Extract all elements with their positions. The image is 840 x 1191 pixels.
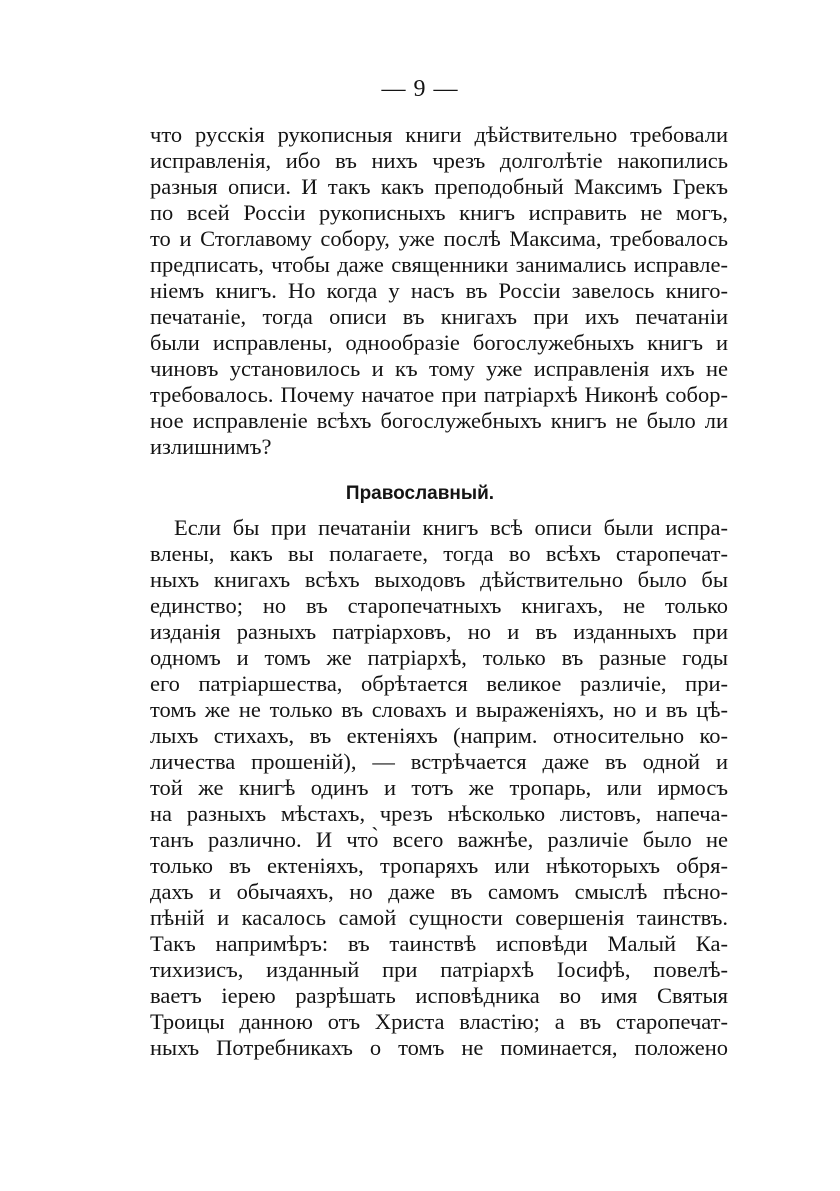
text-line: лыхъ стихахъ, въ ектеніяхъ (наприм. относительно ко-: [150, 723, 728, 748]
text-line: тихизисъ, изданный при патріархѣ Іосифѣ, повелѣ-: [150, 957, 728, 982]
text-line: единство; но въ старопечатныхъ книгахъ, не только: [150, 593, 728, 618]
page-number: — 9 —: [381, 76, 459, 102]
text-line: одномъ и томъ же патріархѣ, только въ разные годы: [150, 645, 728, 670]
text-line: на разныхъ мѣстахъ, чрезъ нѣсколько листовъ, напеча-: [150, 801, 728, 826]
text-line: чиновъ установилось и къ тому уже исправленія ихъ не: [150, 356, 728, 381]
text-line: влены, какъ вы полагаете, тогда во всѣхъ старопечат-: [150, 541, 728, 566]
text-line: танъ различно. И что̀ всего важнѣе, различіе было не: [150, 827, 728, 852]
text-line: разныя описи. И такъ какъ преподобный Максимъ Грекъ: [150, 174, 728, 199]
text-line: изданія разныхъ патріарховъ, но и въ изданныхъ при: [150, 619, 728, 644]
text-line: то и Стоглавому собору, уже послѣ Максима, требовалось: [150, 226, 728, 251]
text-line: Такъ напримѣръ: въ таинствѣ исповѣди Малый Ка-: [150, 931, 728, 956]
paragraph-answer: [150, 515, 728, 1061]
text-line: были исправлены, однообразіе богослужебныхъ книгъ и: [150, 330, 728, 355]
text-line: излишнимъ?: [150, 434, 272, 459]
text-line: что русскія рукописныя книги дѣйствительно требовали: [150, 122, 728, 147]
text-line: только въ ектеніяхъ, тропаряхъ или нѣкоторыхъ обря-: [150, 853, 728, 878]
text-line: его патріаршества, обрѣтается великое различіе, при-: [150, 671, 728, 696]
text-line: по всей Россіи рукописныхъ книгъ исправить не могъ,: [150, 200, 728, 225]
text-line: ніемъ книгъ. Но когда у насъ въ Россіи завелось книго-: [150, 278, 728, 303]
text-line: предписать, чтобы даже священники занимались исправле-: [150, 252, 728, 277]
section-heading: Православный.: [345, 483, 495, 504]
text-line: Если бы при печатаніи книгъ всѣ описи были испра-: [174, 515, 728, 540]
text-line: личества прошеній), — встрѣчается даже въ одной и: [150, 749, 728, 774]
text-line: исправленія, ибо въ нихъ чрезъ долголѣтіе накопились: [150, 148, 728, 173]
text-line: требовалось. Почему начатое при патріархѣ Никонѣ собор-: [150, 382, 728, 407]
text-line: ное исправленіе всѣхъ богослужебныхъ книгъ не было ли: [150, 408, 728, 433]
text-line: печатаніе, тогда описи въ книгахъ при ихъ печатаніи: [150, 304, 728, 329]
text-line: ныхъ книгахъ всѣхъ выходовъ дѣйствительно было бы: [150, 567, 728, 592]
text-line: той же книгѣ одинъ и тотъ же тропарь, или ирмосъ: [150, 775, 728, 800]
text-line: пѣній и касалось самой сущности совершенія таинствъ.: [150, 905, 728, 930]
paragraph-question: [150, 122, 728, 460]
text-line: ныхъ Потребникахъ о томъ не поминается, положено: [150, 1035, 728, 1060]
text-line: ваетъ іерею разрѣшать исповѣдника во имя Святыя: [150, 983, 728, 1008]
text-line: дахъ и обычаяхъ, но даже въ самомъ смыслѣ пѣсно-: [150, 879, 728, 904]
text-line: Троицы данною отъ Христа властію; а въ старопечат-: [150, 1009, 728, 1034]
text-line: томъ же не только въ словахъ и выраженіяхъ, но и въ цѣ-: [150, 697, 728, 722]
